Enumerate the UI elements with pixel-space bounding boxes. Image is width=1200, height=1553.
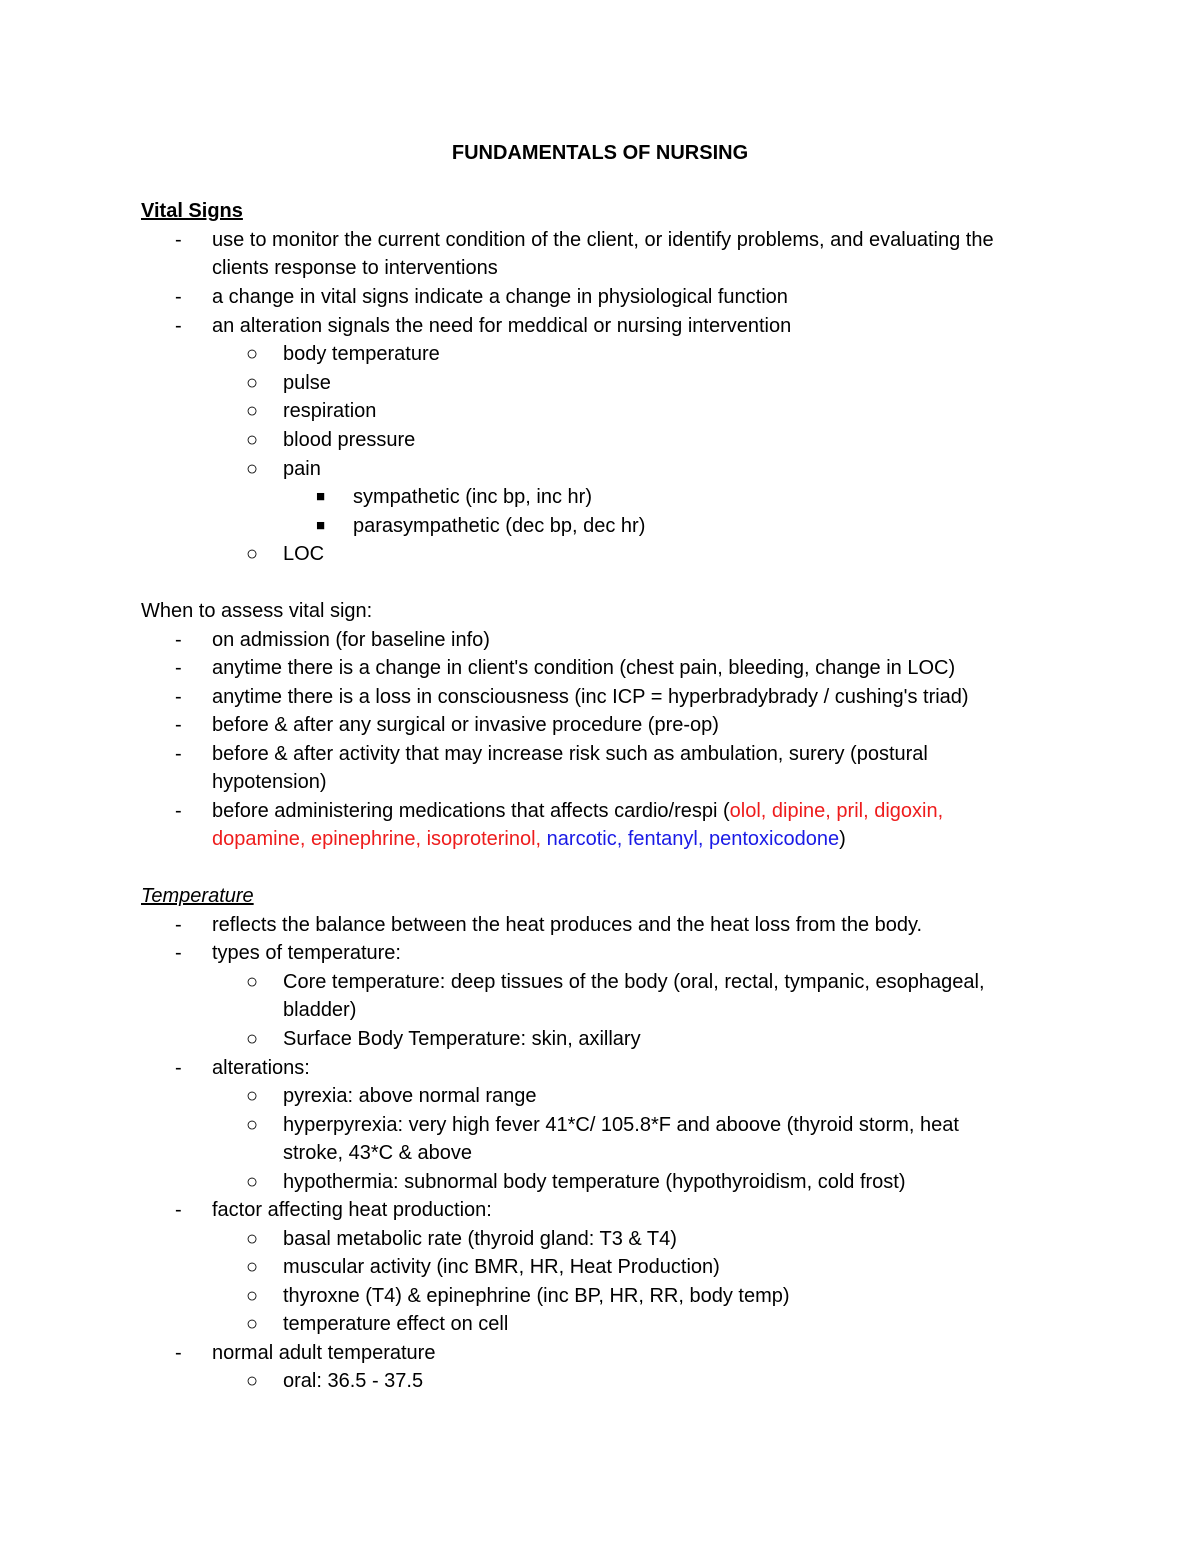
list-item: normal adult temperature	[212, 1342, 436, 1364]
sub-sub-list-item: sympathetic (inc bp, inc hr)	[353, 486, 592, 508]
circle-bullet: ○	[246, 372, 259, 394]
sub-list-item: LOC	[283, 543, 325, 565]
dash-bullet: -	[175, 914, 182, 936]
list-item-continuation: clients response to interventions	[212, 257, 498, 279]
sub-list-item: pyrexia: above normal range	[283, 1085, 537, 1107]
circle-bullet: ○	[246, 400, 259, 422]
circle-bullet: ○	[246, 971, 259, 993]
list-item: types of temperature:	[212, 942, 401, 964]
dash-bullet: -	[175, 686, 182, 708]
list-item: a change in vital signs indicate a change in physiological function	[212, 286, 788, 308]
dash-bullet: -	[175, 1199, 182, 1221]
list-item: reflects the balance between the heat produces and the heat loss from the body.	[212, 914, 923, 936]
sub-list-item: temperature effect on cell	[283, 1313, 509, 1335]
dash-bullet: -	[175, 714, 182, 736]
medications-red-1: olol, dipine, pril, digoxin,	[729, 800, 944, 822]
dash-bullet: -	[175, 229, 182, 251]
sub-list-item: respiration	[283, 400, 377, 422]
dash-bullet: -	[175, 315, 182, 337]
circle-bullet: ○	[246, 343, 259, 365]
sub-list-item: pulse	[283, 372, 331, 394]
circle-bullet: ○	[246, 543, 259, 565]
square-bullet: ■	[316, 517, 326, 534]
circle-bullet: ○	[246, 1228, 259, 1250]
sub-list-item: muscular activity (inc BMR, HR, Heat Production)	[283, 1256, 720, 1278]
dash-bullet: -	[175, 286, 182, 308]
dash-bullet: -	[175, 743, 182, 765]
vital-signs-heading: Vital Signs	[141, 200, 243, 222]
medications-line-2	[212, 827, 846, 851]
sub-list-item: blood pressure	[283, 429, 416, 451]
dash-bullet: -	[175, 657, 182, 679]
sub-list-item: oral: 36.5 - 37.5	[283, 1370, 424, 1392]
sub-list-item: pain	[283, 458, 321, 480]
dash-bullet: -	[175, 942, 182, 964]
circle-bullet: ○	[246, 1313, 259, 1335]
dash-bullet: -	[175, 1057, 182, 1079]
sub-list-item: Core temperature: deep tissues of the body (oral, rectal, tympanic, esophageal,	[283, 971, 985, 993]
circle-bullet: ○	[246, 1285, 259, 1307]
circle-bullet: ○	[246, 1256, 259, 1278]
list-item: alterations:	[212, 1057, 310, 1079]
medications-red-2: dopamine, epinephrine, isoproterinol,	[212, 828, 542, 850]
list-item: before & after activity that may increase risk such as ambulation, surery (postural	[212, 743, 928, 765]
sub-list-item-continuation: bladder)	[283, 999, 357, 1021]
sub-list-item: basal metabolic rate (thyroid gland: T3 & T4)	[283, 1228, 677, 1250]
list-item-continuation: hypotension)	[212, 771, 327, 793]
medications-suffix: )	[839, 828, 846, 850]
temperature-heading: Temperature	[141, 885, 254, 907]
sub-list-item: hypothermia: subnormal body temperature (hypothyroidism, cold frost)	[283, 1171, 906, 1193]
sub-sub-list-item: parasympathetic (dec bp, dec hr)	[353, 515, 646, 537]
dash-bullet: -	[175, 629, 182, 651]
list-item: on admission (for baseline info)	[212, 629, 490, 651]
circle-bullet: ○	[246, 429, 259, 451]
circle-bullet: ○	[246, 1085, 259, 1107]
circle-bullet: ○	[246, 458, 259, 480]
list-item: anytime there is a change in client's condition (chest pain, bleeding, change in LOC)	[212, 657, 956, 679]
sub-list-item: body temperature	[283, 343, 440, 365]
circle-bullet: ○	[246, 1114, 259, 1136]
list-item: before & after any surgical or invasive procedure (pre-op)	[212, 714, 719, 736]
document-title: FUNDAMENTALS OF NURSING	[451, 142, 749, 164]
list-item: an alteration signals the need for meddical or nursing intervention	[212, 315, 792, 337]
circle-bullet: ○	[246, 1171, 259, 1193]
dash-bullet: -	[175, 800, 182, 822]
medications-blue: narcotic, fentanyl, pentoxicodone	[546, 828, 840, 850]
dash-bullet: -	[175, 1342, 182, 1364]
circle-bullet: ○	[246, 1370, 259, 1392]
sub-list-item-continuation: stroke, 43*C & above	[283, 1142, 472, 1164]
when-to-assess-heading: When to assess vital sign:	[141, 600, 373, 622]
list-item: factor affecting heat production:	[212, 1199, 492, 1221]
sub-list-item: thyroxne (T4) & epinephrine (inc BP, HR, RR, body temp)	[283, 1285, 790, 1307]
circle-bullet: ○	[246, 1028, 259, 1050]
square-bullet: ■	[316, 488, 326, 505]
medications-line-1	[212, 799, 943, 823]
list-item: anytime there is a loss in consciousness (inc ICP = hyperbradybrady / cushing's triad)	[212, 686, 969, 708]
sub-list-item: Surface Body Temperature: skin, axillary	[283, 1028, 641, 1050]
sub-list-item: hyperpyrexia: very high fever 41*C/ 105.8*F and aboove (thyroid storm, heat	[283, 1114, 959, 1136]
medications-prefix: before administering medications that affects cardio/respi (	[212, 800, 730, 822]
list-item: use to monitor the current condition of the client, or identify problems, and evaluating the	[212, 229, 994, 251]
